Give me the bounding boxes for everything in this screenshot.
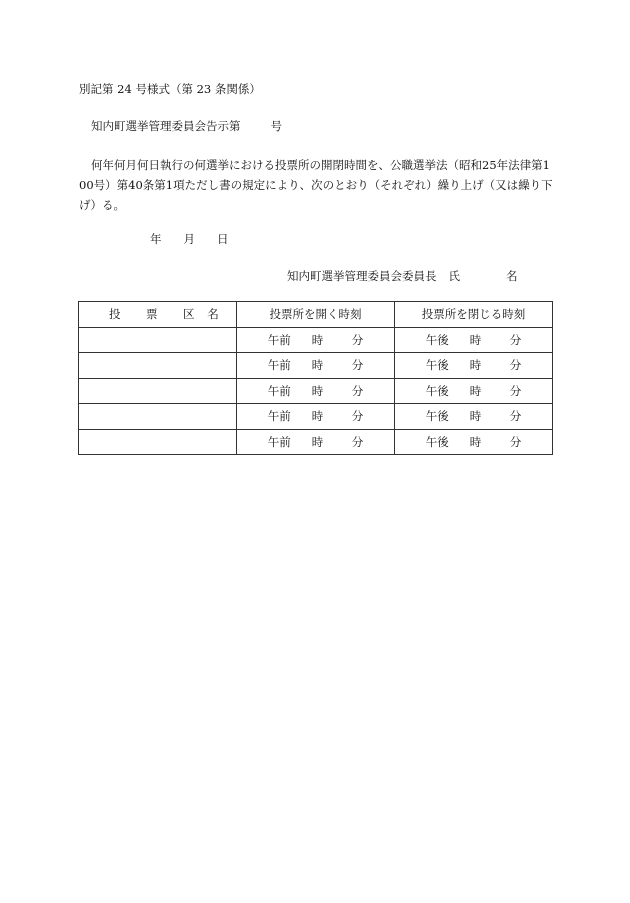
close-minute: 分 (509, 383, 522, 398)
signer-title: 知内町選挙管理委員会委員長 (287, 269, 437, 283)
header-district (79, 302, 237, 328)
polling-hours-table (78, 301, 553, 455)
open-hour: 時 (311, 383, 324, 398)
open-time-cell (237, 353, 395, 379)
date-year: 年 (150, 232, 162, 246)
header-district-char: 名 (207, 307, 219, 322)
open-time-cell (237, 378, 395, 404)
notice-number-suffix: 号 (270, 119, 282, 133)
open-minute: 分 (351, 383, 364, 398)
header-open-time: 投票所を開く時刻 (237, 302, 395, 328)
notice-body-text: 何年何月何日執行の何選挙における投票所の開閉時間を、公職選挙法（昭和25年法律第100号）第40条第1項ただし書の規定により、次のとおり（それぞれ）繰り上げ（又は繰り下げ）る。 (79, 158, 553, 212)
signer-name-prefix: 氏 (448, 269, 460, 283)
open-ampm: 午前 (267, 358, 291, 373)
district-cell (79, 429, 237, 455)
open-ampm: 午前 (267, 434, 291, 449)
open-minute: 分 (351, 332, 364, 347)
header-district-char: 票 (146, 307, 158, 322)
table-row (79, 378, 553, 404)
close-ampm: 午後 (425, 434, 449, 449)
close-ampm: 午後 (425, 409, 449, 424)
table-row (79, 404, 553, 430)
open-time-cell (237, 429, 395, 455)
open-hour: 時 (311, 434, 324, 449)
close-hour: 時 (469, 409, 482, 424)
open-ampm: 午前 (267, 332, 291, 347)
table-header-row (79, 302, 553, 328)
table-row (79, 353, 553, 379)
header-close-time: 投票所を閉じる時刻 (395, 302, 553, 328)
open-minute: 分 (351, 358, 364, 373)
table-row (79, 429, 553, 455)
close-minute: 分 (509, 358, 522, 373)
open-time-cell (237, 404, 395, 430)
close-time-cell (395, 378, 553, 404)
close-minute: 分 (509, 332, 522, 347)
district-cell (79, 404, 237, 430)
open-hour: 時 (311, 409, 324, 424)
notice-number (91, 118, 282, 134)
close-ampm: 午後 (425, 383, 449, 398)
close-hour: 時 (469, 383, 482, 398)
close-ampm: 午後 (425, 332, 449, 347)
close-time-cell (395, 353, 553, 379)
close-minute: 分 (509, 434, 522, 449)
district-cell (79, 353, 237, 379)
close-time-cell (395, 429, 553, 455)
district-cell (79, 378, 237, 404)
date-month: 月 (183, 232, 195, 246)
close-hour: 時 (469, 358, 482, 373)
close-time-cell (395, 404, 553, 430)
date-day: 日 (217, 232, 229, 246)
open-hour: 時 (311, 358, 324, 373)
close-time-cell (395, 327, 553, 353)
notice-number-prefix: 知内町選挙管理委員会告示第 (91, 119, 241, 133)
table-row (79, 327, 553, 353)
open-hour: 時 (311, 332, 324, 347)
close-hour: 時 (469, 332, 482, 347)
close-minute: 分 (509, 409, 522, 424)
signer-line (287, 268, 518, 284)
header-district-char: 投 (109, 307, 121, 322)
district-cell (79, 327, 237, 353)
form-number: 別記第 24 号様式（第 23 条関係） (79, 82, 261, 96)
header-district-char: 区 (183, 307, 195, 322)
open-minute: 分 (351, 409, 364, 424)
close-ampm: 午後 (425, 358, 449, 373)
date-line (150, 231, 229, 247)
open-minute: 分 (351, 434, 364, 449)
open-ampm: 午前 (267, 383, 291, 398)
open-time-cell (237, 327, 395, 353)
open-ampm: 午前 (267, 409, 291, 424)
signer-name-suffix: 名 (506, 269, 518, 283)
close-hour: 時 (469, 434, 482, 449)
